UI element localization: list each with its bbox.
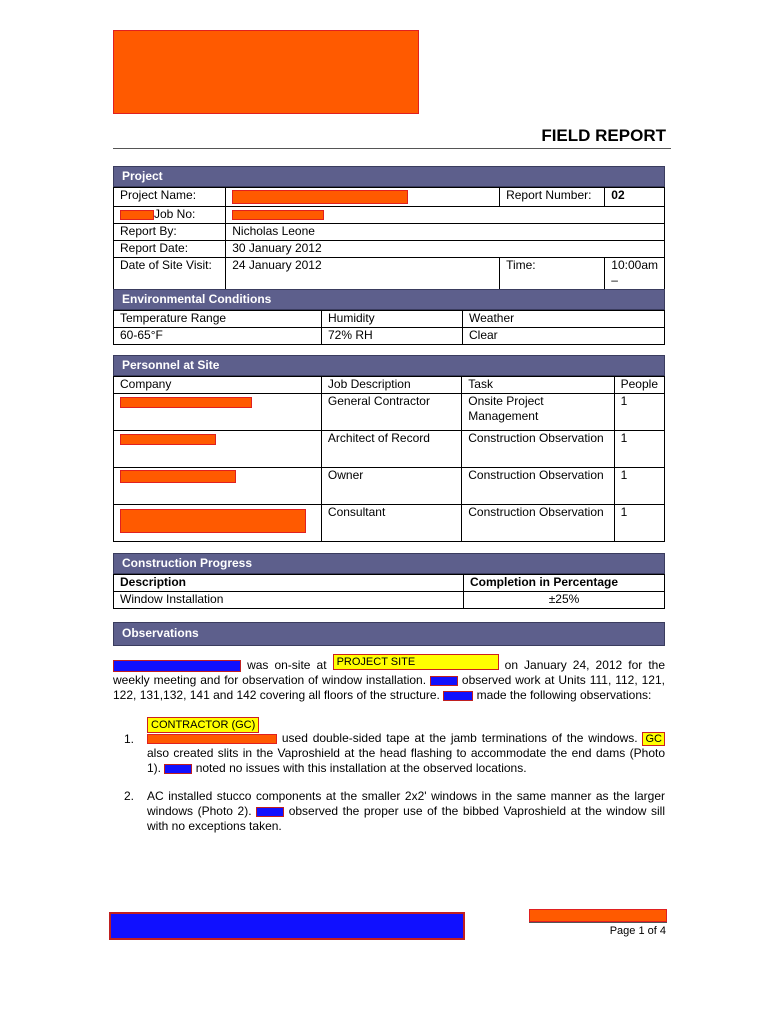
item1-text-c: noted no issues with this installation at the observed locations. <box>195 761 527 775</box>
personnel-header-job: Job Description <box>321 377 461 394</box>
table-row <box>114 431 665 468</box>
project-site-tag: PROJECT SITE <box>333 654 499 670</box>
page-number: Page 1 of 4 <box>609 925 666 937</box>
site-visit-value: 24 January 2012 <box>226 258 500 304</box>
redacted-firm <box>113 660 241 672</box>
personnel-company <box>114 431 322 468</box>
personnel-table <box>113 376 665 542</box>
redacted-firm-short <box>164 764 192 774</box>
observation-item-1 <box>147 731 665 776</box>
personnel-company <box>114 505 322 542</box>
progress-header-description: Description <box>114 575 464 592</box>
gc-tag: GC <box>642 732 665 746</box>
personnel-header-people: People <box>614 377 664 394</box>
item2-text-a: AC installed stucco components at the smaller 2x2' windows in the same manner as the larger windows (Photo 2). <box>147 789 665 818</box>
intro-text-2: on January 24, 2012 for the weekly meeting and for observation of window installation. <box>113 658 665 687</box>
progress-completion: ±25% <box>464 592 665 609</box>
personnel-job: Owner <box>321 468 461 505</box>
table-row <box>114 468 665 505</box>
redacted-contractor <box>147 734 277 744</box>
table-row <box>114 592 665 609</box>
personnel-task: Construction Observation <box>462 505 614 542</box>
progress-header-completion: Completion in Percentage <box>464 575 665 592</box>
progress-description: Window Installation <box>114 592 464 609</box>
redacted-firm-short <box>256 807 284 817</box>
environment-table <box>113 310 665 345</box>
site-visit-label: Date of Site Visit: <box>114 258 226 304</box>
redacted-firm-short <box>443 691 473 701</box>
redacted-firm-short <box>430 676 458 686</box>
env-header-humidity: Humidity <box>322 311 463 328</box>
personnel-task: Construction Observation <box>462 468 614 505</box>
project-name-value <box>226 188 500 207</box>
progress-table <box>113 574 665 609</box>
report-number-value: 02 <box>605 188 665 207</box>
project-name-label: Project Name: <box>114 188 226 207</box>
personnel-company <box>114 468 322 505</box>
page-title: FIELD REPORT <box>541 126 666 145</box>
intro-text-3: observed work at Units 111, 112, 121, 122, 131,132, 141 and 142 covering all floors of the structure. <box>113 673 665 702</box>
table-row <box>114 505 665 542</box>
table-row <box>114 394 665 431</box>
redacted-job-prefix <box>120 210 154 220</box>
personnel-people: 1 <box>614 468 664 505</box>
title-rule <box>113 148 671 149</box>
redacted-company <box>120 509 306 533</box>
personnel-task: Onsite Project Management <box>462 394 614 431</box>
observation-item-2 <box>147 789 665 834</box>
redacted-logo <box>113 30 419 114</box>
personnel-job: General Contractor <box>321 394 461 431</box>
intro-text-1: was on-site at <box>247 658 327 672</box>
section-observations: Observations <box>113 622 665 646</box>
report-by-label: Report By: <box>114 224 226 241</box>
report-date-value: 30 January 2012 <box>226 241 665 258</box>
personnel-job: Consultant <box>321 505 461 542</box>
personnel-job: Architect of Record <box>321 431 461 468</box>
job-no-value <box>226 207 665 224</box>
redacted-company <box>120 470 236 483</box>
report-number-label: Report Number: <box>500 188 605 207</box>
redacted-footer-left <box>109 912 465 940</box>
env-humidity: 72% RH <box>322 328 463 345</box>
item2-text-b: observed the proper use of the bibbed Vaproshield at the window sill with no exceptions taken. <box>147 804 665 833</box>
section-project: Project <box>113 166 665 187</box>
time-value: 10:00am – <box>605 258 665 304</box>
redacted-job-number <box>232 210 324 220</box>
section-progress: Construction Progress <box>113 553 665 574</box>
personnel-header-task: Task <box>462 377 614 394</box>
env-weather: Clear <box>463 328 665 345</box>
redacted-company <box>120 434 216 445</box>
personnel-company <box>114 394 322 431</box>
job-no-label: Job No: <box>154 207 196 221</box>
personnel-people: 1 <box>614 505 664 542</box>
section-personnel: Personnel at Site <box>113 355 665 376</box>
redacted-footer-right <box>529 909 667 922</box>
item1-text-b: also created slits in the Vaproshield at the head flashing to accommodate the end dams (Photo 1). <box>147 746 665 775</box>
env-header-temperature: Temperature Range <box>114 311 322 328</box>
redacted-company <box>120 397 252 408</box>
contractor-tag: CONTRACTOR (GC) <box>147 717 259 733</box>
personnel-people: 1 <box>614 431 664 468</box>
personnel-people: 1 <box>614 394 664 431</box>
personnel-task: Construction Observation <box>462 431 614 468</box>
env-header-weather: Weather <box>463 311 665 328</box>
project-table <box>113 187 665 304</box>
item2-number: 2. <box>124 789 135 803</box>
time-label: Time: <box>500 258 605 304</box>
section-environmental: Environmental Conditions <box>113 289 665 310</box>
item1-number: 1. <box>124 732 135 746</box>
report-by-value: Nicholas Leone <box>226 224 665 241</box>
redacted-project-name <box>232 190 408 204</box>
personnel-header-company: Company <box>114 377 322 394</box>
footer-rule <box>529 922 667 923</box>
report-date-label: Report Date: <box>114 241 226 258</box>
intro-text-4: made the following observations: <box>476 688 652 702</box>
item1-text-a: used double-sided tape at the jamb terminations of the windows. <box>281 731 638 745</box>
observations-intro <box>113 658 665 703</box>
env-temperature: 60-65°F <box>114 328 322 345</box>
job-no-cell <box>114 207 226 224</box>
